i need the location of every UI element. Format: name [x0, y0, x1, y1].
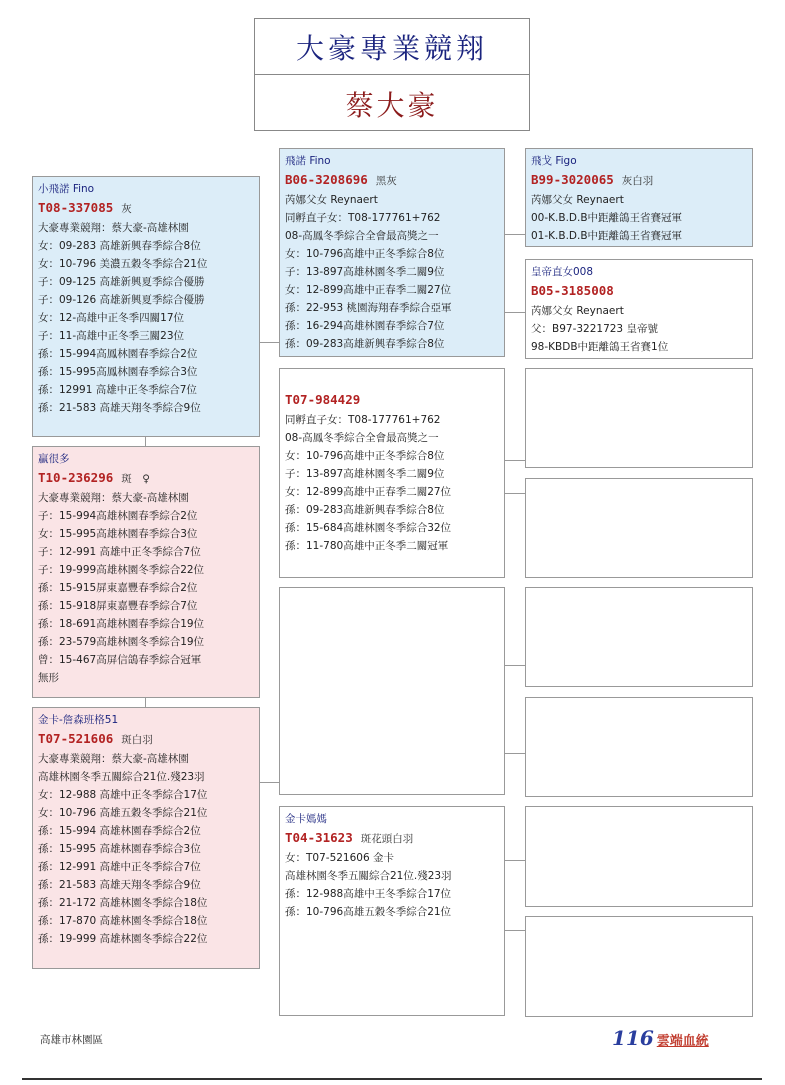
record-line: 子：12-991 高雄中正冬季綜合7位: [38, 546, 201, 558]
record-line: 孫：12-988高雄中王冬季綜合17位: [285, 888, 452, 900]
plumage-color: 灰白羽: [621, 175, 654, 187]
connector-line: [504, 460, 525, 461]
pigeon-name: 飛戈 Figo: [531, 155, 577, 167]
plumage-color: 斑白羽: [121, 734, 153, 746]
brand-logo: [612, 1026, 709, 1050]
pigeon-card-empty: [525, 806, 753, 907]
connector-line: [504, 930, 525, 931]
record-line: 無形: [38, 672, 59, 684]
record-line: 子：11-高雄中正冬季三關23位: [38, 330, 185, 342]
record-line: 女：10-796高雄中正冬季綜合8位: [285, 450, 445, 462]
record-line: 芮娜父女 Reynaert: [531, 194, 624, 206]
record-line: 女：10-796 美濃五穀冬季綜合21位: [38, 258, 208, 270]
connector-line: [504, 234, 525, 235]
record-line: 高雄林園冬季五關綜合21位.殘23羽: [38, 771, 205, 783]
record-line: 女：10-796 高雄五穀冬季綜合21位: [38, 807, 208, 819]
pigeon-card-empty: [525, 916, 753, 1017]
pigeon-card-mate: [32, 707, 260, 969]
record-line: 女：15-995高雄林園春季綜合3位: [38, 528, 198, 540]
plumage-color: 黑灰: [375, 175, 397, 187]
record-line: 孫：15-995 高雄林園春季綜合3位: [38, 843, 201, 855]
record-line: 女：T07-521606 金卡: [285, 852, 394, 864]
pigeon-name: [285, 373, 500, 390]
record-line: 孫：15-915屏東嘉豐春季綜合2位: [38, 582, 198, 594]
record-line: 女：10-796高雄中正冬季綜合8位: [285, 248, 445, 260]
pigeon-name: 金卡媽媽: [285, 813, 327, 825]
record-line: 子：19-999高雄林園冬季綜合22位: [38, 564, 205, 576]
pigeon-card-granddam: [525, 259, 753, 359]
record-line: 孫：22-953 桃園海翔春季綜合亞軍: [285, 302, 452, 314]
pigeon-card-mate: [32, 446, 260, 698]
ring-number: T07-521606: [38, 731, 114, 746]
record-line: 孫：15-995高鳳林園春季綜合3位: [38, 366, 198, 378]
record-line: 曾：15-467高屏信鴿春季綜合冠軍: [38, 654, 202, 666]
record-line: 高雄林園冬季五關綜合21位.殘23羽: [285, 870, 452, 882]
record-line: 孫：11-780高雄中正冬季二關冠軍: [285, 540, 449, 552]
logo-number: 116: [612, 1026, 654, 1050]
connector-line: [504, 665, 525, 666]
connector-line: [145, 436, 146, 446]
plumage-color: 灰: [121, 203, 132, 215]
pigeon-card-sire: [279, 148, 505, 357]
connector-line: [259, 782, 279, 783]
pigeon-card-empty: [525, 587, 753, 687]
record-line: 子：13-897高雄林園冬季二關9位: [285, 266, 445, 278]
record-line: 08-高鳳冬季綜合全會最高獎之一: [285, 230, 439, 242]
pigeon-name: 贏很多: [38, 453, 70, 465]
title-box: [254, 18, 530, 131]
pigeon-card-dam: [279, 368, 505, 578]
record-line: 子：09-125 高雄新興夏季綜合優勝: [38, 276, 205, 288]
pigeon-card-empty: [525, 697, 753, 797]
record-line: 女：12-高雄中正冬季四關17位: [38, 312, 185, 324]
record-line: 同孵直子女：T08-177761+762: [285, 212, 441, 224]
record-line: 子：13-897高雄林園冬季二關9位: [285, 468, 445, 480]
page-title: 大豪專業競翔: [255, 19, 529, 75]
record-line: 芮娜父女 Reynaert: [531, 305, 624, 317]
record-line: 孫：18-691高雄林園春季綜合19位: [38, 618, 205, 630]
record-line: 孫：12991 高雄中正冬季綜合7位: [38, 384, 197, 396]
owner-name: 蔡大豪: [345, 88, 439, 122]
connector-line: [504, 860, 525, 861]
record-line: 女：12-899高雄中正春季二關27位: [285, 284, 452, 296]
connector-line: [145, 697, 146, 707]
ring-number: T07-984429: [285, 392, 361, 407]
connector-line: [504, 493, 525, 494]
record-line: 子：15-994高雄林園春季綜合2位: [38, 510, 198, 522]
record-line: 孫：12-991 高雄中正冬季綜合7位: [38, 861, 201, 873]
pigeon-card-empty: [525, 368, 753, 468]
record-line: 同孵直子女：T08-177761+762: [285, 414, 441, 426]
record-line: 98-KBDB中距離鴿王省賽1位: [531, 341, 669, 353]
ring-number: B05-3185008: [531, 283, 614, 298]
connector-line: [504, 312, 525, 313]
ring-number: B99-3020065: [531, 172, 614, 187]
record-line: 孫：09-283高雄新興春季綜合8位: [285, 504, 445, 516]
record-line: 孫：15-994高鳳林園春季綜合2位: [38, 348, 198, 360]
record-line: 父：B97-3221723 皇帝號: [531, 323, 658, 335]
record-line: 孫：17-870 高雄林園冬季綜合18位: [38, 915, 208, 927]
pigeon-card-empty: [525, 478, 753, 578]
ring-number: B06-3208696: [285, 172, 368, 187]
pigeon-card-empty: [279, 587, 505, 795]
record-line: 孫：15-918屏東嘉豐春季綜合7位: [38, 600, 198, 612]
bottom-divider: [22, 1078, 762, 1080]
record-line: 00-K.B.D.B中距離鴿王省賽冠軍: [531, 212, 683, 224]
record-line: 08-高鳳冬季綜合全會最高獎之一: [285, 432, 439, 444]
record-line: 孫：15-684高雄林園冬季綜合32位: [285, 522, 452, 534]
pigeon-name: 皇帝直女008: [531, 266, 594, 278]
logo-text: 雲端血統: [656, 1034, 709, 1049]
connector-line: [504, 753, 525, 754]
pigeon-name: 飛諾 Fino: [285, 155, 331, 167]
connector-line: [259, 342, 279, 343]
record-line: 大豪專業競翔：蔡大豪-高雄林園: [38, 753, 189, 765]
record-line: 孫：21-172 高雄林園冬季綜合18位: [38, 897, 208, 909]
plumage-color: 斑 ♀: [121, 473, 150, 485]
location-label: 高雄市林園區: [40, 1034, 103, 1046]
ring-number: T08-337085: [38, 200, 114, 215]
record-line: 孫：16-294高雄林園春季綜合7位: [285, 320, 445, 332]
record-line: 女：09-283 高雄新興春季綜合8位: [38, 240, 201, 252]
pigeon-card-subject: [32, 176, 260, 437]
record-line: 孫：21-583 高雄天翔冬季綜合9位: [38, 402, 201, 414]
record-line: 大豪專業競翔：蔡大豪-高雄林園: [38, 492, 189, 504]
plumage-color: 斑花頭白羽: [360, 833, 414, 845]
pigeon-card-dam: [279, 806, 505, 1016]
record-line: 孫：10-796高雄五穀冬季綜合21位: [285, 906, 452, 918]
pigeon-name: 小飛諾 Fino: [38, 183, 95, 195]
record-line: 孫：21-583 高雄天翔冬季綜合9位: [38, 879, 201, 891]
record-line: 孫：15-994 高雄林園春季綜合2位: [38, 825, 201, 837]
record-line: 大豪專業競翔：蔡大豪-高雄林園: [38, 222, 189, 234]
record-line: 女：12-988 高雄中正冬季綜合17位: [38, 789, 208, 801]
record-line: 孫：23-579高雄林園冬季綜合19位: [38, 636, 205, 648]
record-line: 女：12-899高雄中正春季二關27位: [285, 486, 452, 498]
record-line: 子：09-126 高雄新興夏季綜合優勝: [38, 294, 205, 306]
record-line: 孫：09-283高雄新興春季綜合8位: [285, 338, 445, 350]
ring-number: T04-31623: [285, 830, 353, 845]
record-line: 芮娜父女 Reynaert: [285, 194, 378, 206]
record-line: 孫：19-999 高雄林園冬季綜合22位: [38, 933, 208, 945]
pigeon-name: 金卡-詹森班格51: [38, 714, 119, 726]
record-line: 01-K.B.D.B中距離鴿王省賽冠軍: [531, 230, 683, 242]
ring-number: T10-236296: [38, 470, 114, 485]
pigeon-card-grandsire: [525, 148, 753, 247]
